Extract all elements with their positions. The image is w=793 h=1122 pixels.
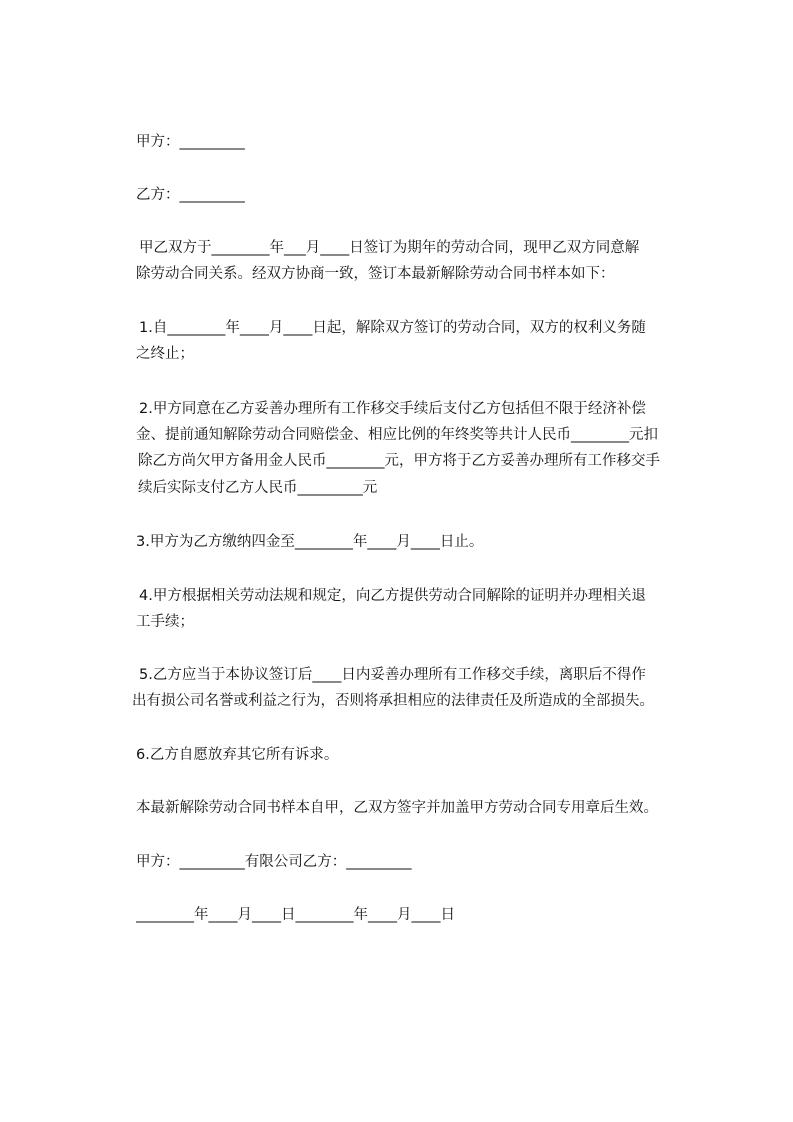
party-a-line: 甲方：_________ [136,134,245,150]
item-2-line-3: 除乙方尚欠甲方备用金人民币________元，甲方将于乙方妥善办理所有工作移交手 [138,453,660,469]
item-5-line-2: 出有损公司名誉或利益之行为，否则将承担相应的法律责任及所造成的全部损失。 [132,693,654,709]
item-5-line-1: 5.乙方应当于本协议签订后____日内妥善办理所有工作移交手续，离职后不得作 [139,667,646,683]
item-1-line-2: 之终止； [136,346,194,362]
item-1-line-1: 1.自________年____月____日起，解除双方签订的劳动合同，双方的权利义务随 [139,320,646,336]
signature-line: 甲方：_________有限公司乙方：_________ [136,854,412,870]
effective-clause: 本最新解除劳动合同书样本自甲，乙双方签字并加盖甲方劳动合同专用章后生效。 [136,800,658,816]
item-4-line-1: 4.甲方根据相关劳动法规和规定，向乙方提供劳动合同解除的证明并办理相关退 [139,588,646,604]
intro-line-1: 甲乙双方于________年___月____日签订为期年的劳动合同，现甲乙双方同意解 [139,240,640,256]
item-4-line-2: 工手续； [136,614,194,630]
item-2-line-2: 金、提前通知解除劳动合同赔偿金、相应比例的年终奖等共计人民币________元扣 [136,427,658,443]
intro-line-2: 除劳动合同关系。经双方协商一致，签订本最新解除劳动合同书样本如下： [136,266,615,282]
item-3-line-1: 3.甲方为乙方缴纳四金至________年____月____日止。 [136,534,484,550]
item-6-line-1: 6.乙方自愿放弃其它所有诉求。 [136,747,339,763]
date-line: ________年____月____日________年____月____日 [136,907,455,923]
item-2-line-1: 2.甲方同意在乙方妥善办理所有工作移交手续后支付乙方包括但不限于经济补偿 [139,401,646,417]
item-2-line-4: 续后实际支付乙方人民币_________元 [138,480,378,496]
party-b-line: 乙方：_________ [136,187,245,203]
